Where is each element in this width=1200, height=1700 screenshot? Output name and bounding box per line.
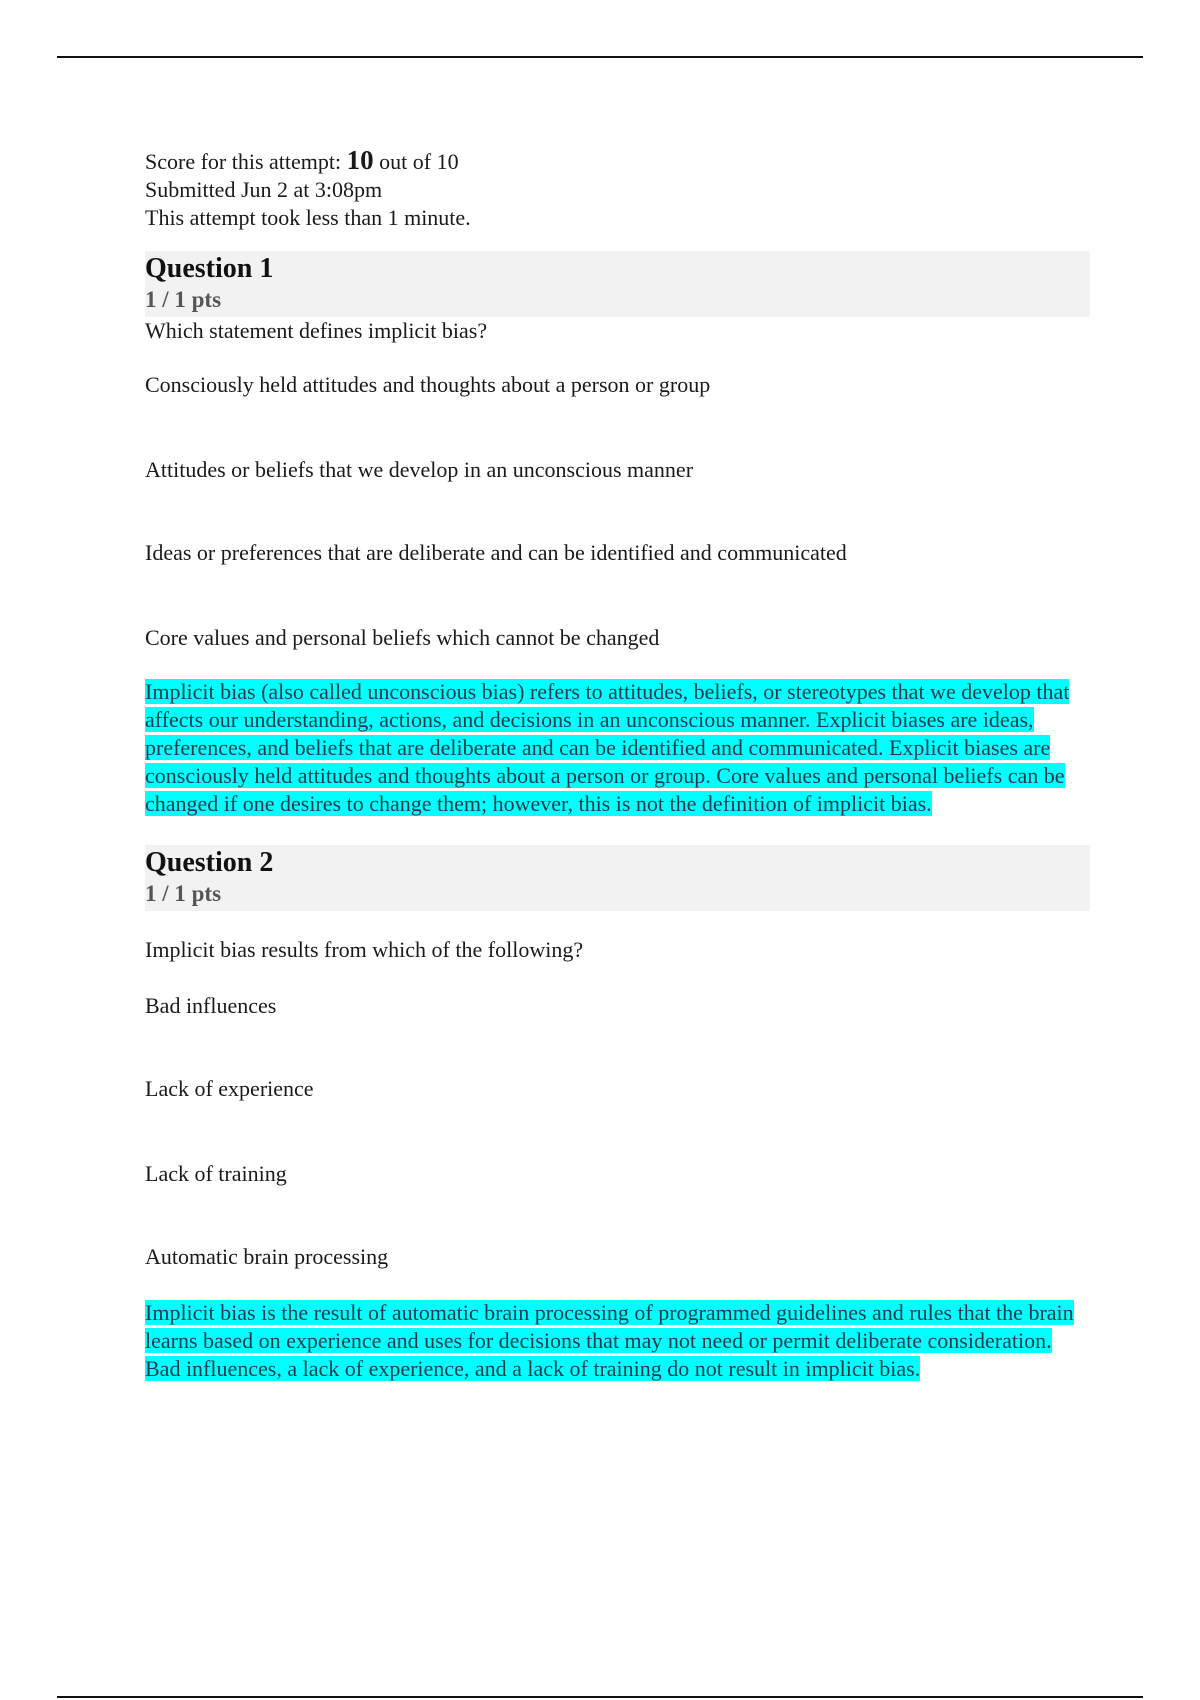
score-label: Score for this attempt: xyxy=(145,149,342,174)
answer-explanation xyxy=(145,678,1090,818)
answer-option: Lack of training xyxy=(145,1161,287,1186)
question-text: Implicit bias results from which of the following? xyxy=(145,937,584,962)
question-header xyxy=(145,251,1090,317)
submitted-time: Submitted Jun 2 at 3:08pm xyxy=(145,177,383,202)
quiz-results xyxy=(145,146,1090,1383)
question-title: Question 2 xyxy=(145,847,274,878)
score-value: 10 xyxy=(346,145,374,175)
answer-option: Core values and personal beliefs which cannot be changed xyxy=(145,625,660,650)
question-header xyxy=(145,845,1090,911)
bottom-rule xyxy=(57,1696,1143,1698)
attempt-score xyxy=(145,146,1090,176)
question-title: Question 1 xyxy=(145,253,274,284)
explanation-text: Implicit bias is the result of automatic brain processing of programmed guidelines and rules that the brain learns based on experience and uses for decisions that may not need or permit deliberate consideration. Bad influences, a lack of experience, and a lack of training do not result in implicit bias. xyxy=(145,1300,1074,1381)
question-points: 1 / 1 pts xyxy=(145,881,222,906)
answer-option: Lack of experience xyxy=(145,1076,314,1101)
attempt-duration: This attempt took less than 1 minute. xyxy=(145,205,471,230)
answer-option: Automatic brain processing xyxy=(145,1244,389,1269)
explanation-text: Implicit bias (also called unconscious bias) refers to attitudes, beliefs, or stereotypes that we develop that affects our understanding, actions, and decisions in an unconscious manner. Explicit biases are ideas, preferences, and beliefs that are deliberate and can be identified and communicated. Explicit biases are consciously held attitudes and thoughts about a person or group. Core values and personal beliefs can be changed if one desires to change them; however, this is not the definition of implicit bias. xyxy=(145,679,1070,816)
answer-option: Ideas or preferences that are deliberate and can be identified and communicated xyxy=(145,540,847,565)
question-text: Which statement defines implicit bias? xyxy=(145,318,488,343)
score-total: out of 10 xyxy=(379,149,459,174)
answer-option: Attitudes or beliefs that we develop in an unconscious manner xyxy=(145,457,694,482)
top-rule xyxy=(57,56,1143,58)
question-2 xyxy=(145,845,1090,1383)
answer-option: Bad influences xyxy=(145,993,277,1018)
question-1 xyxy=(145,251,1090,818)
answer-explanation xyxy=(145,1299,1090,1383)
question-points: 1 / 1 pts xyxy=(145,287,222,312)
answer-option: Consciously held attitudes and thoughts about a person or group xyxy=(145,372,711,397)
attempt-info xyxy=(145,146,1090,232)
